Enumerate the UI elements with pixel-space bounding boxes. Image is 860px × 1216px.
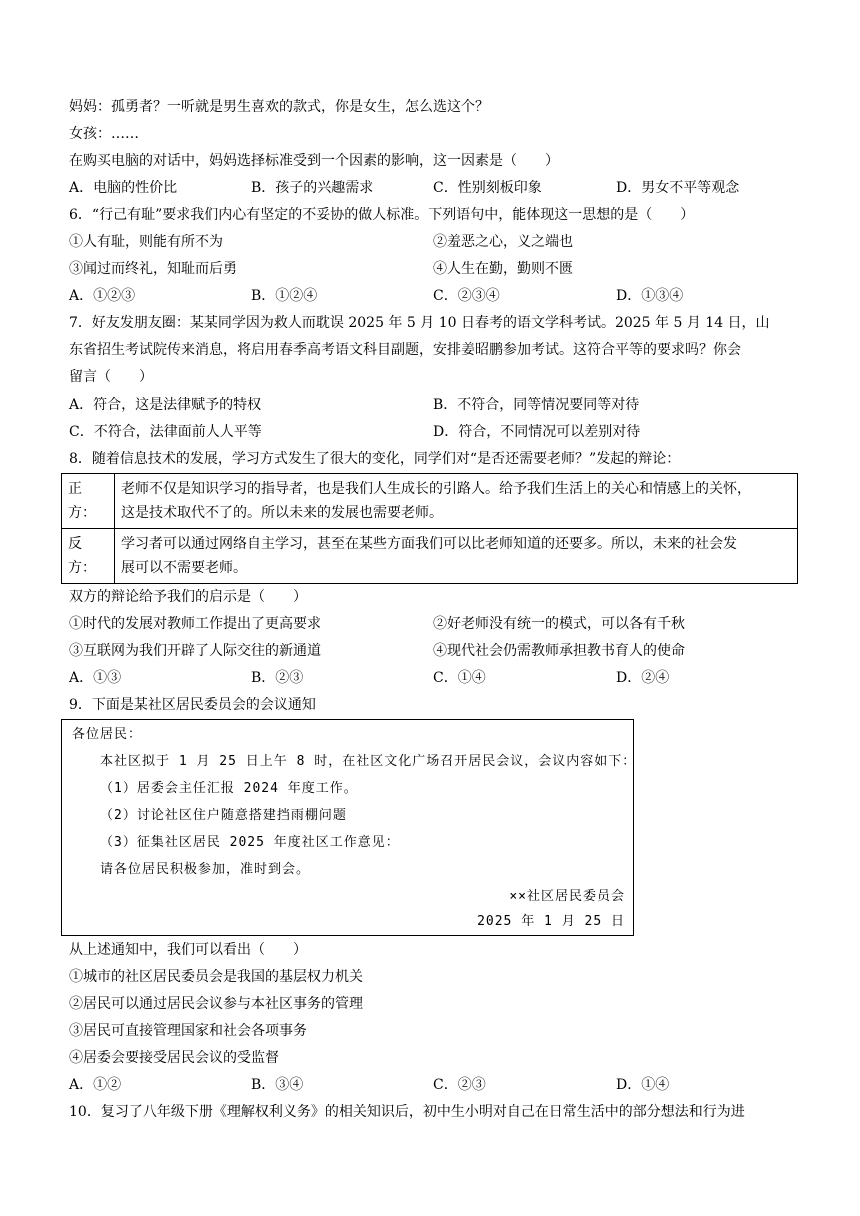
- q7-option-a: A．符合，这是法律赋予的特权: [69, 397, 262, 413]
- notice-closing: 请各位居民积极参加，准时到会。: [100, 862, 311, 877]
- q8-item-2: ②好老师没有统一的模式，可以各有千秋: [433, 616, 685, 632]
- dialogue-girl: 女孩：……: [69, 126, 139, 142]
- dialogue-mom: 妈妈：孤勇者？一听就是男生喜欢的款式，你是女生，怎么选这个？: [69, 99, 489, 115]
- q6-item-2: ②羞恶之心，义之端也: [433, 234, 573, 250]
- pro-label: 正方：: [62, 474, 115, 529]
- q6-option-b: B．①②④: [251, 288, 318, 304]
- q8-option-c: C．①④: [433, 670, 486, 686]
- q5-stem: 在购买电脑的对话中，妈妈选择标准受到一个因素的影响，这一因素是（ ）: [69, 153, 559, 169]
- q9-item-4: ④居委会要接受居民会议的受监督: [69, 1050, 279, 1066]
- q9-item-3: ③居民可直接管理国家和社会各项事务: [69, 1023, 307, 1039]
- q7-option-b: B．不符合，同等情况要同等对待: [433, 397, 640, 413]
- q6-option-c: C．②③④: [433, 288, 500, 304]
- con-text-line2: 展可以不需要老师。: [121, 560, 247, 576]
- debate-table: [61, 473, 798, 584]
- q7-stem-line2: 东省招生考试院传来消息，将启用春季高考语文科目副题，安排姜昭鹏参加考试。这符合平等的要求吗？你会: [69, 342, 741, 358]
- meeting-notice-box: [61, 719, 637, 936]
- q8-option-d: D．②④: [616, 670, 670, 686]
- q8-option-a: A．①③: [69, 670, 122, 686]
- q10-stem: 10．复习了八年级下册《理解权利义务》的相关知识后，初中生小明对自己在日常生活中的部分想法和行为进: [69, 1104, 745, 1120]
- q6-stem: 6．“行己有耻”要求我们内心有坚定的不妥协的做人标准。下列语句中，能体现这一思想的是（ ）: [69, 207, 695, 223]
- notice-greeting: 各位居民：: [72, 727, 143, 742]
- q9-option-d: D．①④: [616, 1077, 670, 1093]
- q9-stem: 9．下面是某社区居民委员会的会议通知: [69, 697, 316, 713]
- con-text: [115, 529, 798, 584]
- q9-question: 从上述通知中，我们可以看出（ ）: [69, 942, 307, 958]
- q9-item-2: ②居民可以通过居民会议参与本社区事务的管理: [69, 996, 363, 1012]
- q9-item-1: ①城市的社区居民委员会是我国的基层权力机关: [69, 969, 363, 985]
- q5-option-d: D．男女不平等观念: [616, 180, 740, 196]
- q9-option-b: B．③④: [251, 1077, 304, 1093]
- q6-option-a: A．①②③: [69, 288, 136, 304]
- q6-item-4: ④人生在勤，勤则不匮: [433, 261, 573, 277]
- q6-item-3: ③闻过而终礼，知耻而后勇: [69, 261, 237, 277]
- notice-body: 本社区拟于 1 月 25 日上午 8 时，在社区文化广场召开居民会议，会议内容如下：: [100, 754, 637, 769]
- notice-item-1: （1）居委会主任汇报 2024 年度工作。: [100, 781, 358, 796]
- notice-item-3: （3）征集社区居民 2025 年度社区工作意见：: [100, 835, 400, 850]
- q5-option-b: B．孩子的兴趣需求: [251, 180, 374, 196]
- notice-signature: ××社区居民委员会: [509, 889, 625, 904]
- q9-option-a: A．①②: [69, 1077, 122, 1093]
- q8-item-3: ③互联网为我们开辟了人际交往的新通道: [69, 643, 321, 659]
- q8-question: 双方的辩论给予我们的启示是（ ）: [69, 589, 307, 605]
- notice-item-2: （2）讨论社区住户随意搭建挡雨棚问题: [100, 808, 347, 823]
- pro-text-line2: 这是技术取代不了的。所以未来的发展也需要老师。: [121, 505, 443, 521]
- q7-stem-line1: 7．好友发朋友圈：某某同学因为救人而耽误 2025 年 5 月 10 日春考的语文学科考试。2025 年 5 月 14 日，山: [69, 315, 770, 331]
- q5-option-c: C．性别刻板印象: [433, 180, 542, 196]
- con-label: 反方：: [62, 529, 115, 584]
- q9-option-c: C．②③: [433, 1077, 486, 1093]
- q8-stem: 8．随着信息技术的发展，学习方式发生了很大的变化，同学们对“是否还需要老师？”发起的辩论：: [69, 451, 681, 467]
- pro-text: [115, 474, 798, 529]
- q7-option-d: D．符合，不同情况可以差别对待: [433, 424, 641, 440]
- q7-option-c: C．不符合，法律面前人人平等: [69, 424, 262, 440]
- q8-item-1: ①时代的发展对教师工作提出了更高要求: [69, 616, 321, 632]
- q6-item-1: ①人有耻，则能有所不为: [69, 234, 223, 250]
- q8-item-4: ④现代社会仍需教师承担教书育人的使命: [433, 643, 685, 659]
- pro-text-line1: 老师不仅是知识学习的指导者，也是我们人生成长的引路人。给予我们生活上的关心和情感上的关怀，: [121, 481, 751, 497]
- debate-row-con: [62, 529, 798, 584]
- q5-option-a: A．电脑的性价比: [69, 180, 178, 196]
- debate-row-pro: [62, 474, 798, 529]
- q6-option-d: D．①③④: [616, 288, 684, 304]
- notice-date: 2025 年 1 月 25 日: [477, 914, 625, 929]
- q8-option-b: B．②③: [251, 670, 304, 686]
- q7-stem-line3: 留言（ ）: [69, 369, 153, 385]
- con-text-line1: 学习者可以通过网络自主学习，甚至在某些方面我们可以比老师知道的还要多。所以，未来的社会发: [121, 536, 737, 552]
